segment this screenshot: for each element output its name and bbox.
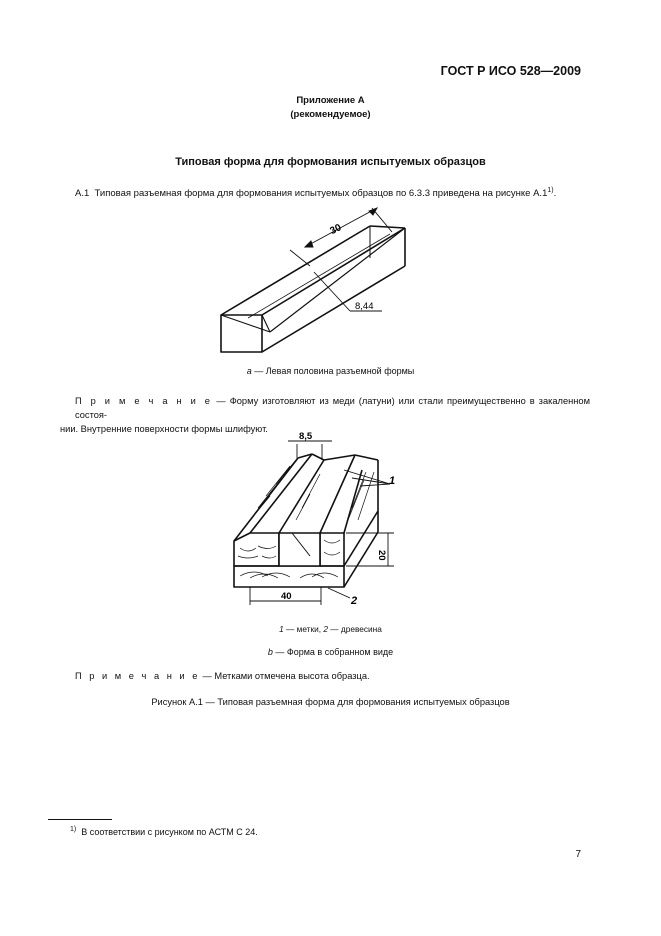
section-title: Типовая форма для формования испытуемых образцов (175, 156, 486, 168)
note-label: П р и м е ч а н и е (75, 671, 200, 681)
footnote-mark: 1) (70, 826, 77, 833)
paragraph-a1: А.1 Типовая разъемная форма для формования испытуемых образцов по 6.3.3 приведена на рисунке А.1$^{1)}$. (75, 187, 557, 200)
figure-a-caption: a — Левая половина разъемной формы (246, 366, 415, 376)
paragraph-text: Типовая разъемная форма для формования испытуемых образцов по 6.3.3 приведена на рисунке А.1 (94, 188, 548, 200)
footnote-divider (48, 819, 112, 820)
footnote: $^{1)}$ В соответствии с рисунком по АСТМ С 24. (70, 826, 258, 837)
dimension-40: 40 (281, 591, 292, 602)
annex-status: (рекомендуемое) (290, 109, 371, 120)
note-2: П р и м е ч а н и е — Метками отмечена высота образца. (75, 671, 370, 681)
figure-b-caption: b — Форма в собранном виде (267, 647, 394, 657)
dimension-8-5: 8,5 (299, 431, 313, 442)
label-marks: 1 (389, 475, 396, 487)
dimension-8-44: 8,44 (355, 301, 374, 312)
annex-title: Приложение А (296, 95, 365, 106)
page-number: 7 (575, 849, 581, 860)
note-label: П р и м е ч а н и е (75, 396, 213, 406)
dimension-30: 30 (328, 222, 344, 238)
footnote-ref: 1) (547, 187, 554, 194)
figure-b-legend: 1 — метки, 2 — древесина (279, 624, 382, 634)
note-1: П р и м е ч а н и е — Форму изготовляют из меди (латуни) или стали преимущественно в закаленном состоя- нии. Внутренние поверхности формы шлифуют. (60, 396, 590, 434)
dimension-20: 20 (376, 550, 387, 561)
figure-caption: Рисунок А.1 — Типовая разъемная форма для формования испытуемых образцов (151, 697, 510, 707)
label-wood: 2 (351, 595, 358, 607)
document-code: ГОСТ Р ИСО 528—2009 (440, 64, 581, 78)
paragraph-number: А.1 (75, 188, 90, 200)
